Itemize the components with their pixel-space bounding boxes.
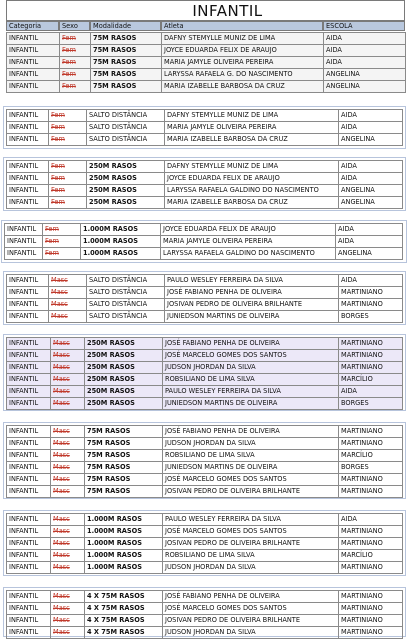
- table-row: [7, 173, 403, 185]
- cell-categoria: INFANTIL: [7, 197, 49, 209]
- cell-categoria: INFANTIL: [7, 338, 51, 350]
- cell-modalidade: 1.000M RASOS: [81, 248, 161, 260]
- cell-escola: MARTINIANO: [339, 603, 403, 615]
- cell-sexo: Masc: [49, 311, 87, 323]
- table-row: [7, 350, 403, 362]
- cell-escola: MARTINIANO: [339, 526, 403, 538]
- cell-categoria: INFANTIL: [7, 57, 60, 69]
- event-table: [6, 513, 403, 574]
- cell-sexo: Fem: [60, 69, 91, 81]
- cell-categoria: INFANTIL: [7, 69, 60, 81]
- cell-escola: MARTINIANO: [339, 591, 403, 603]
- cell-categoria: INFANTIL: [7, 486, 51, 498]
- cell-escola: BORGES: [339, 398, 403, 410]
- cell-categoria: INFANTIL: [7, 374, 51, 386]
- cell-modalidade: SALTO DISTÂNCIA: [87, 287, 165, 299]
- cell-modalidade: 250M RASOS: [87, 185, 165, 197]
- cell-sexo: Masc: [51, 627, 85, 639]
- cell-atleta: JUDSON JHORDAN DA SILVA: [163, 562, 339, 574]
- event-table: [6, 32, 406, 93]
- cell-atleta: MARIA JAMYLE OLIVEIRA PEREIRA: [161, 236, 336, 248]
- cell-atleta: JOSÉ MARCELO GOMES DOS SANTOS: [163, 526, 339, 538]
- cell-modalidade: 4 X 75M RASOS: [85, 627, 163, 639]
- table-row: [7, 287, 403, 299]
- table-row: [7, 615, 403, 627]
- cell-escola: AIDA: [324, 33, 406, 45]
- table-row: [7, 450, 403, 462]
- table-row: [7, 462, 403, 474]
- cell-atleta: JOSÉ FABIANO PENHA DE OLIVEIRA: [165, 287, 339, 299]
- table-row: [7, 311, 403, 323]
- table-row: [7, 398, 403, 410]
- cell-sexo: Masc: [51, 338, 85, 350]
- cell-modalidade: SALTO DISTÂNCIA: [87, 134, 165, 146]
- cell-sexo: Masc: [51, 538, 85, 550]
- cell-atleta: JUDSON JHORDAN DA SILVA: [163, 627, 339, 639]
- table-row: [7, 362, 403, 374]
- cell-categoria: INFANTIL: [7, 562, 51, 574]
- cell-categoria: INFANTIL: [7, 185, 49, 197]
- cell-escola: AIDA: [336, 224, 403, 236]
- cell-modalidade: 75M RASOS: [91, 69, 162, 81]
- cell-categoria: INFANTIL: [7, 81, 60, 93]
- cell-modalidade: 250M RASOS: [87, 161, 165, 173]
- cell-atleta: JOYCE EDUARDA FELIX DE ARAUJO: [165, 173, 339, 185]
- cell-escola: MARCÍLIO: [339, 450, 403, 462]
- cell-categoria: INFANTIL: [7, 362, 51, 374]
- cell-atleta: JOSIVAN PEDRO DE OLIVEIRA BRILHANTE: [165, 299, 339, 311]
- table-row: [5, 236, 403, 248]
- header-modalidade: Modalidade: [90, 21, 161, 31]
- cell-escola: MARTINIANO: [339, 338, 403, 350]
- cell-categoria: INFANTIL: [7, 462, 51, 474]
- table-row: [7, 526, 403, 538]
- cell-sexo: Masc: [51, 562, 85, 574]
- table-row: [7, 386, 403, 398]
- table-row: [7, 562, 403, 574]
- cell-sexo: Masc: [51, 426, 85, 438]
- cell-atleta: LARYSSA RAFAELA G. DO NASCIMENTO: [162, 69, 324, 81]
- cell-atleta: JOSÉ MARCELO GOMES DOS SANTOS: [163, 603, 339, 615]
- cell-categoria: INFANTIL: [7, 615, 51, 627]
- event-table: [6, 274, 403, 323]
- cell-sexo: Fem: [60, 33, 91, 45]
- cell-categoria: INFANTIL: [7, 299, 49, 311]
- event-table: [6, 337, 403, 410]
- cell-atleta: LARYSSA RAFAELA GALDINO DO NASCIMENTO: [161, 248, 336, 260]
- cell-sexo: Masc: [51, 474, 85, 486]
- table-row: [7, 486, 403, 498]
- cell-modalidade: 75M RASOS: [91, 33, 162, 45]
- cell-sexo: Fem: [60, 45, 91, 57]
- event-table: [6, 160, 403, 209]
- cell-escola: MARTINIANO: [339, 350, 403, 362]
- cell-escola: MARTINIANO: [339, 615, 403, 627]
- cell-escola: AIDA: [339, 122, 403, 134]
- cell-modalidade: 1.000M RASOS: [85, 538, 163, 550]
- header-categoria: Categoria: [6, 21, 59, 31]
- cell-atleta: MARIA JAMYLE OLIVEIRA PEREIRA: [162, 57, 324, 69]
- cell-escola: AIDA: [339, 161, 403, 173]
- header-atleta: Atleta: [161, 21, 323, 31]
- table-row: [7, 69, 406, 81]
- cell-atleta: JUDSON JHORDAN DA SILVA: [163, 438, 339, 450]
- cell-atleta: LARYSSA RAFAELA GALDINO DO NASCIMENTO: [165, 185, 339, 197]
- cell-sexo: Masc: [51, 362, 85, 374]
- cell-atleta: PAULO WESLEY FERREIRA DA SILVA: [165, 275, 339, 287]
- cell-categoria: INFANTIL: [7, 45, 60, 57]
- cell-atleta: JOSÉ FABIANO PENHA DE OLIVEIRA: [163, 426, 339, 438]
- cell-modalidade: 250M RASOS: [87, 173, 165, 185]
- cell-categoria: INFANTIL: [7, 311, 49, 323]
- cell-modalidade: 250M RASOS: [87, 197, 165, 209]
- cell-sexo: Masc: [51, 438, 85, 450]
- cell-categoria: INFANTIL: [7, 474, 51, 486]
- table-row: [7, 275, 403, 287]
- cell-categoria: INFANTIL: [5, 248, 43, 260]
- cell-modalidade: 75M RASOS: [91, 57, 162, 69]
- cell-escola: MARTINIANO: [339, 287, 403, 299]
- cell-sexo: Masc: [51, 615, 85, 627]
- cell-categoria: INFANTIL: [7, 398, 51, 410]
- table-row: [7, 438, 403, 450]
- cell-sexo: Fem: [49, 122, 87, 134]
- cell-sexo: Fem: [49, 185, 87, 197]
- cell-escola: MARTINIANO: [339, 627, 403, 639]
- cell-escola: BORGES: [339, 462, 403, 474]
- cell-sexo: Masc: [51, 398, 85, 410]
- cell-escola: AIDA: [339, 386, 403, 398]
- cell-escola: AIDA: [324, 45, 406, 57]
- cell-atleta: JOYCE EDUARDA FELIX DE ARAUJO: [161, 224, 336, 236]
- table-row: [7, 185, 403, 197]
- table-row: [7, 603, 403, 615]
- cell-categoria: INFANTIL: [7, 603, 51, 615]
- cell-atleta: JOSIVAN PEDRO DE OLIVEIRA BRILHANTE: [163, 615, 339, 627]
- cell-sexo: Fem: [49, 161, 87, 173]
- table-row: [7, 514, 403, 526]
- cell-atleta: JUNIEDSON MARTINS DE OLIVEIRA: [165, 311, 339, 323]
- cell-categoria: INFANTIL: [7, 386, 51, 398]
- table-row: [7, 299, 403, 311]
- cell-modalidade: 75M RASOS: [85, 474, 163, 486]
- cell-escola: AIDA: [339, 110, 403, 122]
- cell-modalidade: 75M RASOS: [85, 438, 163, 450]
- cell-modalidade: 250M RASOS: [85, 362, 163, 374]
- cell-categoria: INFANTIL: [5, 236, 43, 248]
- cell-atleta: DAFNY STEMYLLE MUNIZ DE LIMA: [165, 110, 339, 122]
- table-row: [7, 81, 406, 93]
- table-row: [7, 374, 403, 386]
- cell-escola: BORGES: [339, 311, 403, 323]
- table-row: [7, 122, 403, 134]
- cell-escola: AIDA: [336, 236, 403, 248]
- cell-escola: MARTINIANO: [339, 438, 403, 450]
- event-table: [6, 590, 403, 639]
- cell-modalidade: SALTO DISTÂNCIA: [87, 122, 165, 134]
- cell-sexo: Masc: [51, 526, 85, 538]
- cell-categoria: INFANTIL: [7, 287, 49, 299]
- cell-modalidade: 1.000M RASOS: [81, 224, 161, 236]
- cell-categoria: INFANTIL: [7, 426, 51, 438]
- cell-sexo: Fem: [49, 173, 87, 185]
- cell-modalidade: 250M RASOS: [85, 386, 163, 398]
- table-row: [7, 33, 406, 45]
- cell-categoria: INFANTIL: [7, 514, 51, 526]
- cell-categoria: INFANTIL: [7, 161, 49, 173]
- cell-modalidade: SALTO DISTÂNCIA: [87, 299, 165, 311]
- cell-escola: AIDA: [339, 514, 403, 526]
- cell-atleta: MARIA IZABELLE BARBOSA DA CRUZ: [165, 197, 339, 209]
- table-row: [7, 338, 403, 350]
- table-row: [7, 627, 403, 639]
- table-row: [7, 57, 406, 69]
- cell-sexo: Masc: [51, 550, 85, 562]
- cell-categoria: INFANTIL: [7, 591, 51, 603]
- cell-modalidade: 4 X 75M RASOS: [85, 603, 163, 615]
- header-escola: ESCOLA: [323, 21, 405, 31]
- cell-atleta: PAULO WESLEY FERREIRA DA SILVA: [163, 514, 339, 526]
- cell-categoria: INFANTIL: [7, 173, 49, 185]
- cell-modalidade: 1.000M RASOS: [81, 236, 161, 248]
- cell-escola: ANGELINA: [339, 134, 403, 146]
- cell-sexo: Fem: [49, 110, 87, 122]
- cell-atleta: MARIA IZABELLE BARBOSA DA CRUZ: [162, 81, 324, 93]
- cell-modalidade: 4 X 75M RASOS: [85, 591, 163, 603]
- cell-categoria: INFANTIL: [7, 627, 51, 639]
- cell-modalidade: SALTO DISTÂNCIA: [87, 275, 165, 287]
- cell-atleta: ROBSILIANO DE LIMA SILVA: [163, 374, 339, 386]
- cell-sexo: Masc: [51, 374, 85, 386]
- table-row: [5, 224, 403, 236]
- cell-categoria: INFANTIL: [7, 122, 49, 134]
- cell-modalidade: 75M RASOS: [85, 450, 163, 462]
- cell-atleta: MARIA IZABELLE BARBOSA DA CRUZ: [165, 134, 339, 146]
- cell-escola: MARCÍLIO: [339, 550, 403, 562]
- cell-escola: ANGELINA: [324, 81, 406, 93]
- cell-categoria: INFANTIL: [7, 526, 51, 538]
- table-row: [7, 426, 403, 438]
- cell-escola: MARTINIANO: [339, 538, 403, 550]
- cell-sexo: Masc: [51, 462, 85, 474]
- cell-atleta: JOSÉ FABIANO PENHA DE OLIVEIRA: [163, 338, 339, 350]
- cell-atleta: JUNIEDSON MARTINS DE OLIVEIRA: [163, 398, 339, 410]
- cell-atleta: DAFNY STEMYLLE MUNIZ DE LIMA: [162, 33, 324, 45]
- table-row: [7, 45, 406, 57]
- cell-escola: MARTINIANO: [339, 486, 403, 498]
- cell-sexo: Masc: [51, 591, 85, 603]
- cell-categoria: INFANTIL: [7, 134, 49, 146]
- cell-atleta: PAULO WESLEY FERREIRA DA SILVA: [163, 386, 339, 398]
- cell-escola: ANGELINA: [339, 185, 403, 197]
- cell-sexo: Masc: [51, 603, 85, 615]
- cell-sexo: Fem: [49, 134, 87, 146]
- cell-atleta: JOSÉ MARCELO GOMES DOS SANTOS: [163, 350, 339, 362]
- table-row: [7, 591, 403, 603]
- cell-escola: MARTINIANO: [339, 474, 403, 486]
- cell-modalidade: 1.000M RASOS: [85, 562, 163, 574]
- cell-escola: ANGELINA: [336, 248, 403, 260]
- cell-modalidade: 250M RASOS: [85, 398, 163, 410]
- cell-atleta: JOYCE EDUARDA FELIX DE ARAUJO: [162, 45, 324, 57]
- cell-modalidade: 250M RASOS: [85, 338, 163, 350]
- cell-escola: MARTINIANO: [339, 426, 403, 438]
- cell-modalidade: 75M RASOS: [85, 426, 163, 438]
- table-row: [7, 197, 403, 209]
- cell-sexo: Masc: [51, 386, 85, 398]
- cell-atleta: JOSIVAN PEDRO DE OLIVEIRA BRILHANTE: [163, 486, 339, 498]
- cell-modalidade: SALTO DISTÂNCIA: [87, 110, 165, 122]
- cell-categoria: INFANTIL: [7, 350, 51, 362]
- cell-modalidade: 75M RASOS: [85, 486, 163, 498]
- cell-escola: MARTINIANO: [339, 299, 403, 311]
- cell-modalidade: 4 X 75M RASOS: [85, 615, 163, 627]
- cell-sexo: Masc: [49, 275, 87, 287]
- table-row: [7, 134, 403, 146]
- cell-categoria: INFANTIL: [5, 224, 43, 236]
- cell-escola: AIDA: [324, 57, 406, 69]
- table-row: [7, 538, 403, 550]
- cell-escola: ANGELINA: [324, 69, 406, 81]
- cell-sexo: Masc: [49, 299, 87, 311]
- cell-escola: MARTINIANO: [339, 362, 403, 374]
- cell-categoria: INFANTIL: [7, 275, 49, 287]
- cell-sexo: Masc: [51, 486, 85, 498]
- event-table: [6, 425, 403, 498]
- cell-modalidade: 75M RASOS: [91, 45, 162, 57]
- cell-categoria: INFANTIL: [7, 110, 49, 122]
- table-row: [5, 248, 403, 260]
- cell-sexo: Fem: [43, 236, 81, 248]
- cell-modalidade: 1.000M RASOS: [85, 526, 163, 538]
- event-table: [4, 223, 403, 260]
- cell-atleta: JUNIEDSON MARTINS DE OLIVEIRA: [163, 462, 339, 474]
- cell-categoria: INFANTIL: [7, 538, 51, 550]
- cell-escola: MARCÍLIO: [339, 374, 403, 386]
- cell-atleta: ROBSILIANO DE LIMA SILVA: [163, 450, 339, 462]
- cell-modalidade: SALTO DISTÂNCIA: [87, 311, 165, 323]
- cell-sexo: Masc: [51, 350, 85, 362]
- cell-atleta: MARIA JAMYLE OLIVEIRA PEREIRA: [165, 122, 339, 134]
- cell-sexo: Masc: [51, 450, 85, 462]
- cell-categoria: INFANTIL: [7, 550, 51, 562]
- cell-atleta: ROBSILIANO DE LIMA SILVA: [163, 550, 339, 562]
- page-title: INFANTIL: [6, 0, 405, 21]
- cell-atleta: JOSIVAN PEDRO DE OLIVEIRA BRILHANTE: [163, 538, 339, 550]
- cell-escola: AIDA: [339, 275, 403, 287]
- table-row: [7, 474, 403, 486]
- cell-modalidade: 75M RASOS: [91, 81, 162, 93]
- cell-sexo: Fem: [60, 81, 91, 93]
- header-sexo: Sexo: [59, 21, 90, 31]
- cell-sexo: Masc: [51, 514, 85, 526]
- cell-categoria: INFANTIL: [7, 438, 51, 450]
- cell-sexo: Fem: [43, 248, 81, 260]
- event-table: [6, 109, 403, 146]
- table-row: [7, 161, 403, 173]
- cell-categoria: INFANTIL: [7, 450, 51, 462]
- cell-escola: MARTINIANO: [339, 562, 403, 574]
- cell-atleta: JOSÉ MARCELO GOMES DOS SANTOS: [163, 474, 339, 486]
- cell-modalidade: 1.000M RASOS: [85, 550, 163, 562]
- cell-atleta: JOSÉ FABIANO PENHA DE OLIVEIRA: [163, 591, 339, 603]
- cell-modalidade: 250M RASOS: [85, 350, 163, 362]
- cell-sexo: Masc: [49, 287, 87, 299]
- cell-categoria: INFANTIL: [7, 33, 60, 45]
- cell-escola: ANGELINA: [339, 197, 403, 209]
- cell-sexo: Fem: [60, 57, 91, 69]
- table-row: [7, 110, 403, 122]
- cell-sexo: Fem: [43, 224, 81, 236]
- cell-atleta: JUDSON JHORDAN DA SILVA: [163, 362, 339, 374]
- cell-modalidade: 75M RASOS: [85, 462, 163, 474]
- cell-atleta: DAFNY STEMYLLE MUNIZ DE LIMA: [165, 161, 339, 173]
- cell-modalidade: 250M RASOS: [85, 374, 163, 386]
- cell-escola: AIDA: [339, 173, 403, 185]
- cell-modalidade: 1.000M RASOS: [85, 514, 163, 526]
- cell-sexo: Fem: [49, 197, 87, 209]
- table-row: [7, 550, 403, 562]
